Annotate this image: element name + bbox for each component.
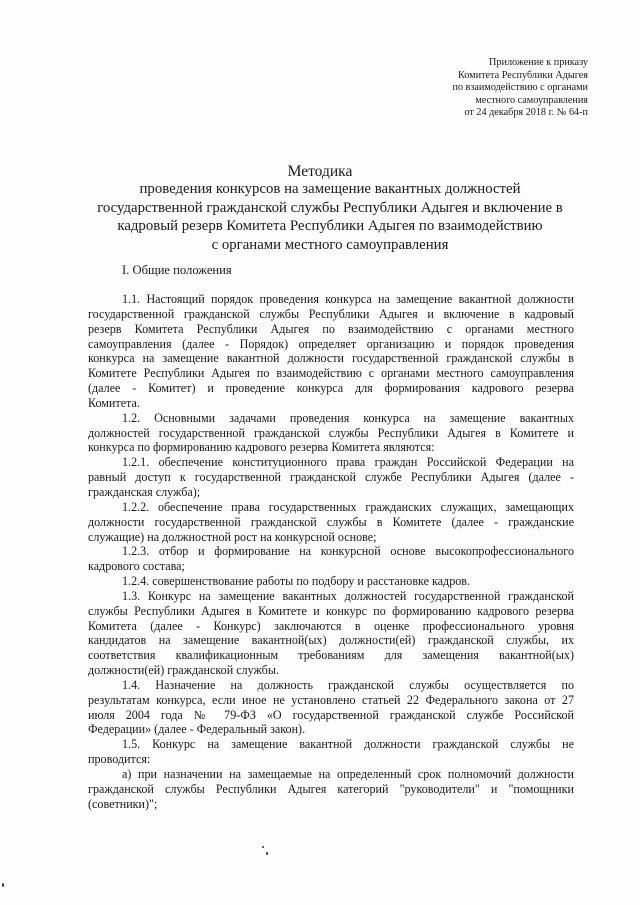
- body-line: резерв Комитета Республики Адыгея по взаимодействию с органами местного: [88, 321, 574, 336]
- body-line: кадрового состава;: [88, 559, 185, 574]
- body-line: проводится:: [88, 752, 151, 767]
- appendix-line: Приложение к приказу: [489, 57, 588, 68]
- body-line: кандидатов на замещение вакантной(ых) должности(ей) гражданской службы, их: [88, 633, 574, 648]
- body-line: Комитета (далее - Конкурс) заключаются в оценке профессионального уровня: [88, 618, 574, 633]
- body-line: должности(ей) гражданской службы.: [88, 663, 279, 678]
- body-line: 1.2. Основными задачами проведения конкурса на замещение вакантных: [122, 410, 574, 425]
- body-line: Комитете Республики Адыгея по взаимодействию с органами местного самоуправления: [88, 366, 574, 381]
- body-line: конкурса на замещение вакантной должности государственной гражданской службы в: [88, 351, 574, 366]
- body-line: 1.5. Конкурс на замещение вакантной должности гражданской службы не: [122, 737, 574, 752]
- body-line: 1.2.1. обеспечение конституционного права граждан Российской Федерации на: [122, 455, 574, 470]
- scan-speck: [266, 852, 268, 855]
- body-line: гражданская служба);: [88, 484, 201, 499]
- subtitle-line: с органами местного самоуправления: [211, 236, 449, 253]
- body-line: соответствия квалификационным требованиям для замещения вакантной(ых): [88, 648, 574, 663]
- body-line: (советники)";: [88, 796, 158, 811]
- body-line: июля 2004 года № 79-ФЗ «О государственной гражданской службе Российской: [88, 707, 574, 722]
- appendix-line: местного самоуправления: [475, 94, 588, 106]
- document-subtitle: [70, 180, 590, 254]
- body-line: должностей государственной гражданской службы Республики Адыгея в Комитете и: [88, 425, 574, 440]
- body-line: конкурса по формированию кадрового резерва Комитета являются:: [88, 440, 435, 455]
- body-line: государственной гражданской службы Республики Адыгея и включение в кадровый: [88, 306, 574, 321]
- scan-speck: [2, 883, 4, 887]
- section-heading: I. Общие положения: [122, 263, 232, 277]
- body-line: (далее - Комитет) и проведение конкурса для формирования кадрового резерва: [88, 381, 574, 396]
- body-line: результатам конкурса, если иное не установлено статьей 22 Федерального закона от 27: [88, 692, 574, 707]
- document-title: Методика: [287, 163, 353, 180]
- appendix-line: по взаимодействию с органами: [452, 82, 588, 94]
- body-line: служащие) на должностной рост на конкурсной основе;: [88, 529, 377, 544]
- body-line: 1.4. Назначение на должность гражданской службы осуществляется по: [122, 677, 574, 692]
- body-line: 1.3. Конкурс на замещение вакантных должностей государственной гражданской: [122, 588, 574, 603]
- scan-speck: [262, 846, 264, 848]
- subtitle-line: проведения конкурсов на замещение вакантных должностей: [139, 181, 521, 197]
- body-line: 1.1. Настоящий порядок проведения конкурса на замещение вакантной должности: [122, 292, 574, 306]
- body-line: службы Республики Адыгея в Комитете и конкурс по формированию кадрового резерва: [88, 603, 574, 618]
- body-line: а) при назначении на замещаемые на определенный срок полномочий должности: [122, 767, 574, 781]
- body-line: должности государственной гражданской службы в Комитете (далее - гражданские: [88, 514, 574, 529]
- body-text: [88, 292, 574, 812]
- subtitle-line: государственной гражданской службы Республики Адыгея и включение в: [97, 199, 563, 216]
- appendix-note: [388, 57, 588, 120]
- body-line: Федерации» (далее - Федеральный закон).: [88, 722, 306, 737]
- body-line: равный доступ к государственной гражданской службе Республики Адыгея (далее -: [88, 470, 574, 485]
- body-line: 1.2.2. обеспечение права государственных гражданских служащих, замещающих: [122, 499, 574, 514]
- subtitle-line: кадровый резерв Комитета Республики Адыгея по взаимодействию: [117, 218, 543, 234]
- body-line: самоуправления (далее - Порядок) определяет организацию и порядок проведения: [88, 336, 574, 351]
- body-line: 1.2.3. отбор и формирование на конкурсной основе высокопрофессионального: [122, 544, 574, 559]
- body-line: 1.2.4. совершенствование работы по подбору и расстановке кадров.: [122, 574, 471, 589]
- appendix-line: Комитета Республики Адыгея: [458, 69, 588, 81]
- appendix-line: от 24 декабря 2018 г. № 64-п: [464, 107, 588, 119]
- body-line: гражданской службы Республики Адыгея категорий "руководители" и "помощники: [88, 781, 574, 796]
- body-line: Комитета.: [88, 395, 140, 410]
